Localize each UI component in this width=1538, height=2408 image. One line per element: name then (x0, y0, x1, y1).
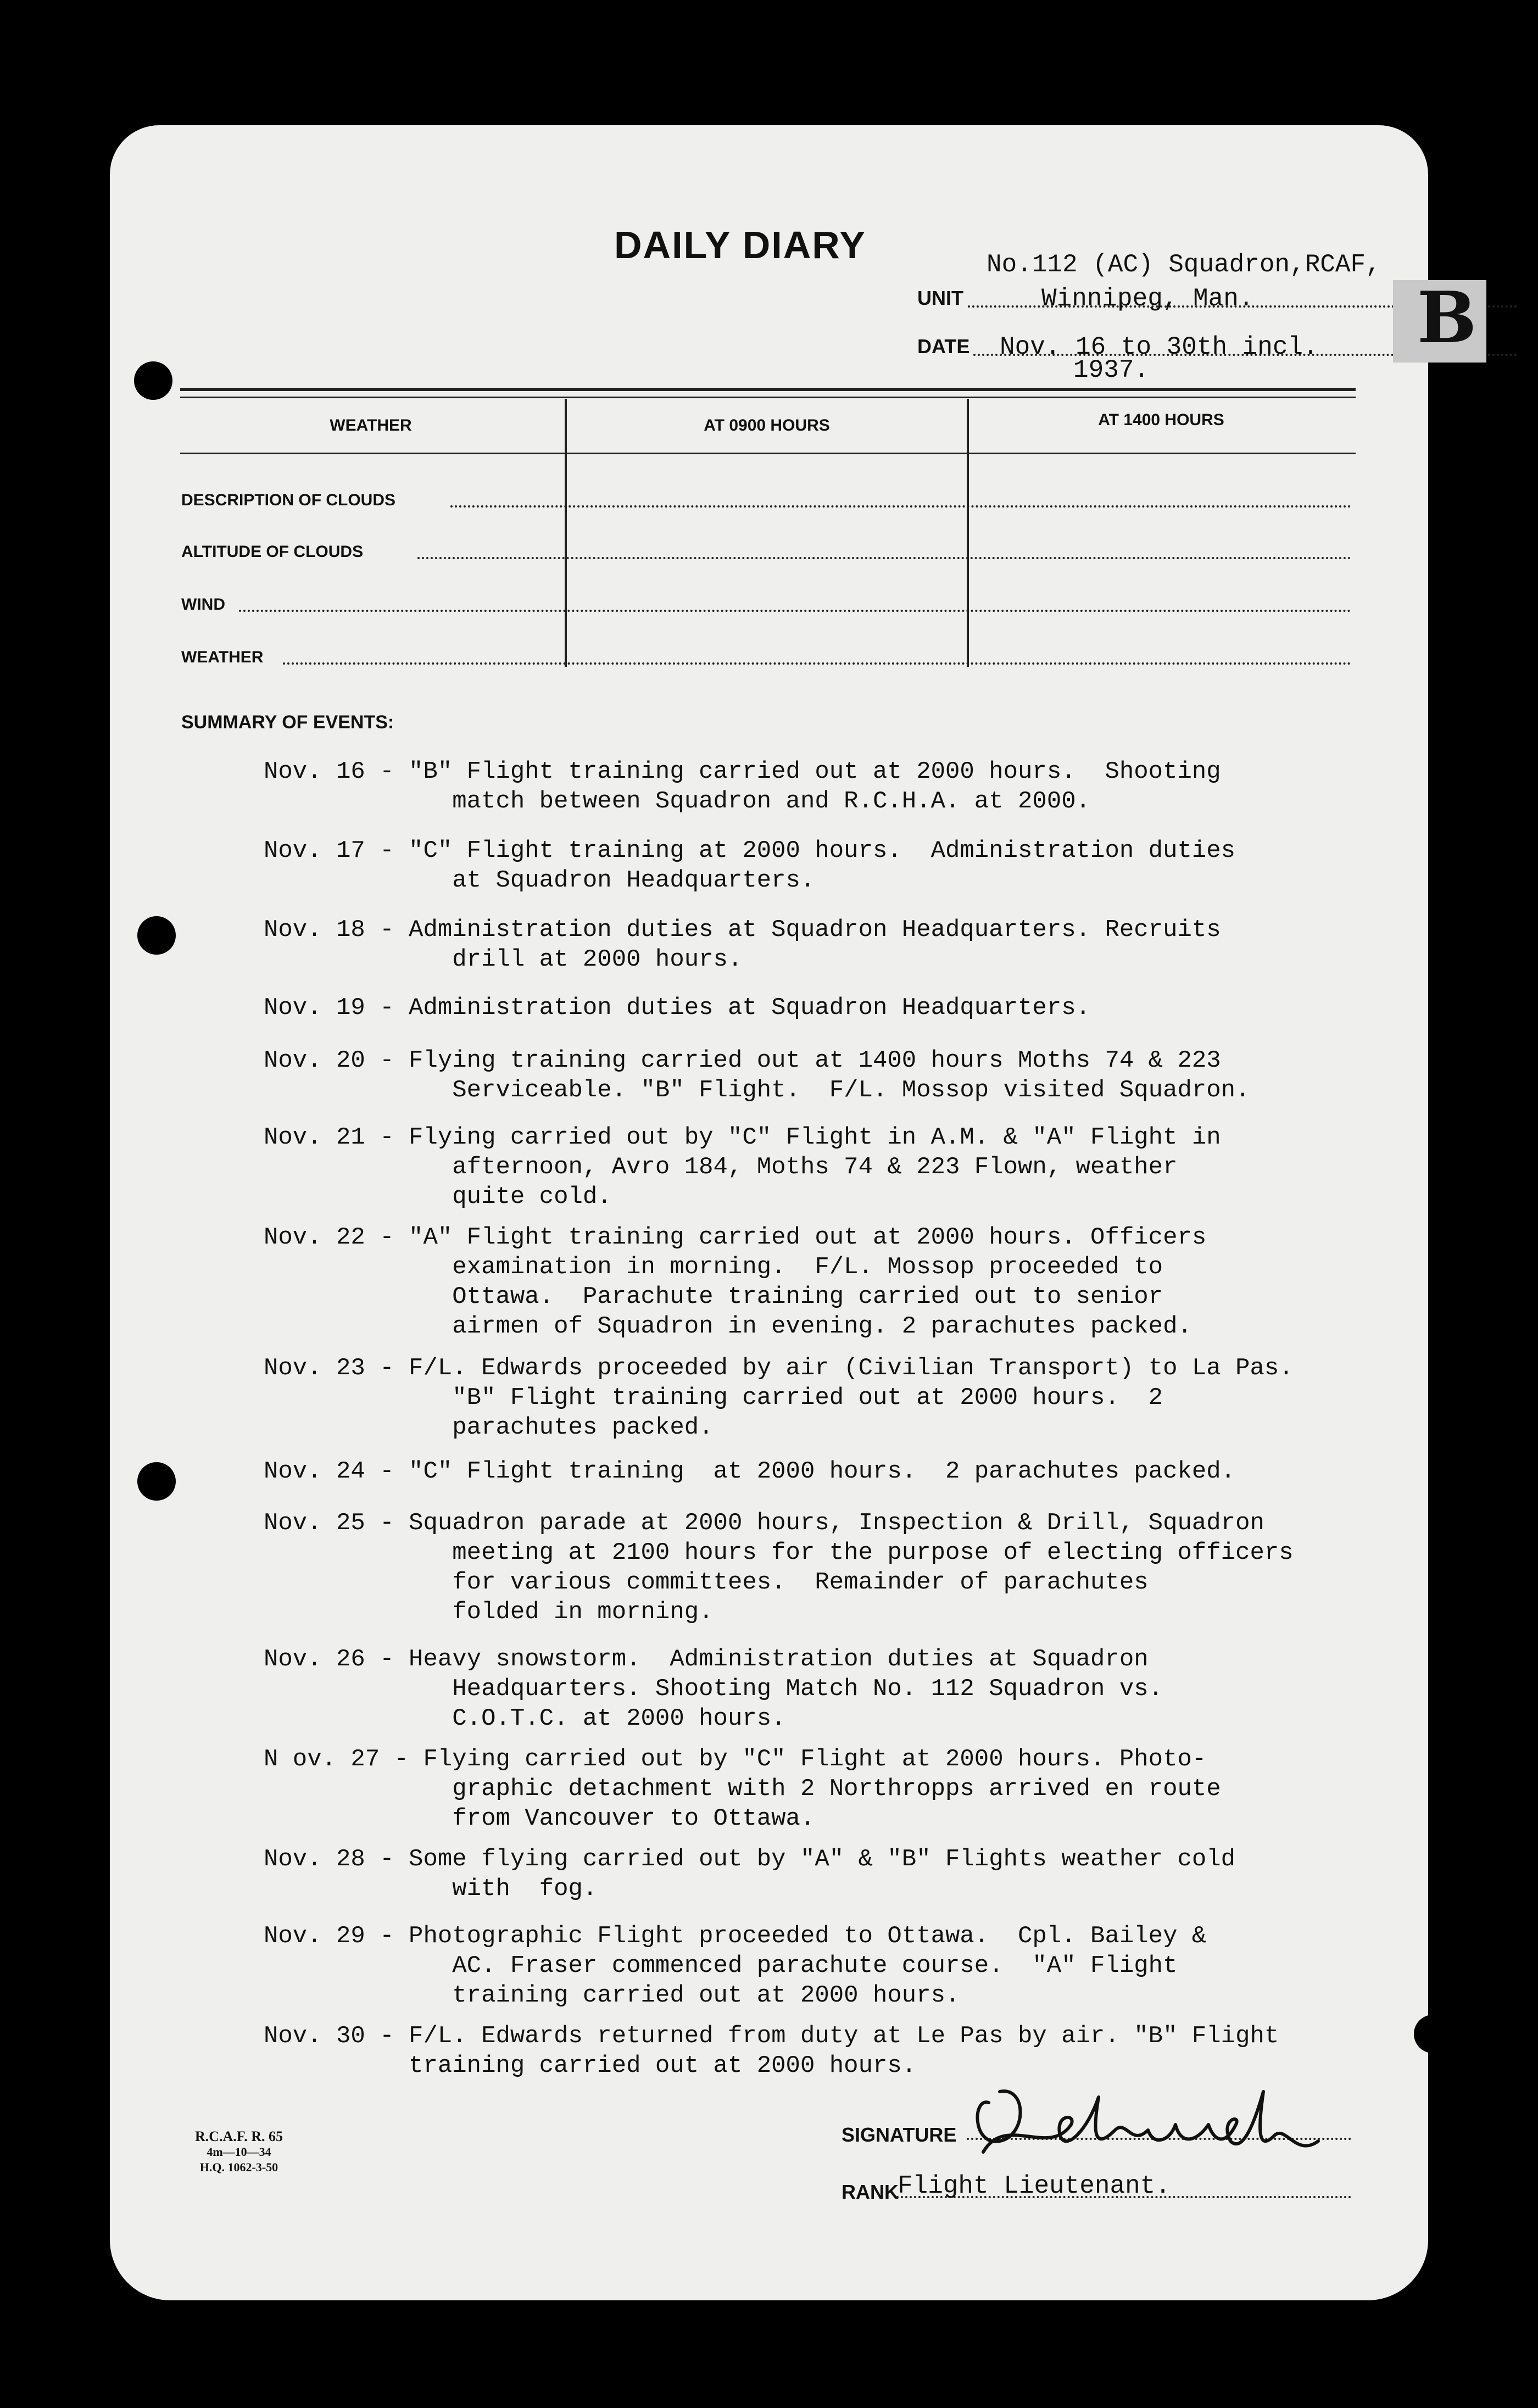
entry-nov-23: Nov. 23 - F/L. Edwards proceeded by air (Civilian Transport) to La Pas. "B" Flight training carried out at 2000 hours. 2 parachutes packed. (264, 1354, 1294, 1441)
entry-nov-30: Nov. 30 - F/L. Edwards returned from duty at Le Pas by air. "B" Flight training carried out at 2000 hours. (264, 2022, 1279, 2080)
punch-hole (137, 916, 176, 955)
table-col-divider-1 (565, 399, 567, 667)
page-title: DAILY DIARY (614, 224, 866, 266)
row-dotted-line (417, 557, 1351, 559)
entry-nov-17: Nov. 17 - "C" Flight training at 2000 hours. Administration duties at Squadron Headquarters. (264, 837, 1236, 894)
diary-page (110, 125, 1428, 2300)
col-header-weather: WEATHER (330, 416, 412, 434)
form-ref-line1: R.C.A.F. R. 65 (194, 2128, 283, 2144)
signature-image (967, 2064, 1351, 2174)
row-wind: WIND (181, 595, 225, 614)
table-top-rule (180, 388, 1356, 391)
entry-nov-19: Nov. 19 - Administration duties at Squadron Headquarters. (264, 994, 1091, 1022)
col-header-1400: AT 1400 HOURS (1098, 411, 1224, 429)
entry-nov-25: Nov. 25 - Squadron parade at 2000 hours, Inspection & Drill, Squadron meeting at 2100 hours for the purpose of electing officers for various committees. Remainder of parachutes folded in morning. (264, 1509, 1294, 1626)
row-weather: WEATHER (181, 648, 264, 666)
entry-nov-29: Nov. 29 - Photographic Flight proceeded to Ottawa. Cpl. Bailey & AC. Fraser commenced parachute course. "A" Flight training carried out at 2000 hours. (264, 1922, 1207, 2009)
entry-nov-21: Nov. 21 - Flying carried out by "C" Flight in A.M. & "A" Flight in afternoon, Avro 184, Moths 74 & 223 Flown, weather quite cold. (264, 1124, 1221, 1211)
section-tab-letter: B (1417, 277, 1477, 359)
entry-nov-16: Nov. 16 - "B" Flight training carried out at 2000 hours. Shooting match between Squadron and R.C.H.A. at 2000. (264, 758, 1221, 815)
row-dotted-line (239, 610, 1351, 612)
col-header-0900: AT 0900 HOURS (704, 416, 830, 434)
form-ref-line2: 4m—10—34 (207, 2145, 271, 2159)
entry-nov-18: Nov. 18 - Administration duties at Squadron Headquarters. Recruits drill at 2000 hours. (264, 916, 1221, 973)
entry-nov-28: Nov. 28 - Some flying carried out by "A" & "B" Flights weather cold with fog. (264, 1846, 1236, 1903)
summary-title: SUMMARY OF EVENTS: (181, 712, 394, 733)
form-ref-line3: H.Q. 1062-3-50 (199, 2160, 278, 2174)
table-top-rule-thin (180, 397, 1356, 398)
date-label: DATE (917, 335, 970, 358)
punch-hole (134, 361, 172, 400)
section-tab (1393, 277, 1486, 363)
unit-label: UNIT (917, 287, 963, 309)
rank-label: RANK (842, 2181, 899, 2203)
form-reference (181, 2129, 297, 2175)
entry-nov-22: Nov. 22 - "A" Flight training carried out at 2000 hours. Officers examination in morning. F/L. Mossop proceeded to Ottawa. Parachute training carried out to senior airmen of Squadron in evening. 2 parachutes packed. (264, 1224, 1207, 1340)
entry-nov-26: Nov. 26 - Heavy snowstorm. Administration duties at Squadron Headquarters. Shooting Match No. 112 Squadron vs. C.O.T.C. at 2000 hours. (264, 1646, 1163, 1732)
entry-nov-27: N ov. 27 - Flying carried out by "C" Flight at 2000 hours. Photo- graphic detachment with 2 Northropps arrived en route from Vancouver to Ottawa. (264, 1746, 1221, 1832)
date-value-line1: Nov. 16 to 30th incl. (1000, 333, 1318, 361)
unit-value-line2: Winnipeg, Man. (1041, 285, 1254, 313)
entry-nov-20: Nov. 20 - Flying training carried out at 1400 hours Moths 74 & 223 Serviceable. "B" Flight. F/L. Mossop visited Squadron. (264, 1047, 1250, 1104)
row-dotted-line (283, 662, 1351, 665)
row-dotted-line (450, 505, 1351, 508)
table-col-divider-2 (967, 399, 969, 667)
punch-hole (137, 1462, 176, 1501)
unit-value-line1: No.112 (AC) Squadron,RCAF, (987, 250, 1381, 279)
date-value-line2: 1937. (1073, 356, 1150, 384)
rank-value: Flight Lieutenant. (898, 2172, 1171, 2200)
table-header-rule (180, 453, 1356, 454)
punch-hole (1414, 2015, 1452, 2053)
row-description-of-clouds: DESCRIPTION OF CLOUDS (181, 491, 396, 509)
row-altitude-of-clouds: ALTITUDE OF CLOUDS (181, 543, 364, 561)
signature-label: SIGNATURE (842, 2123, 957, 2146)
entry-nov-24: Nov. 24 - "C" Flight training at 2000 hours. 2 parachutes packed. (264, 1458, 1236, 1485)
